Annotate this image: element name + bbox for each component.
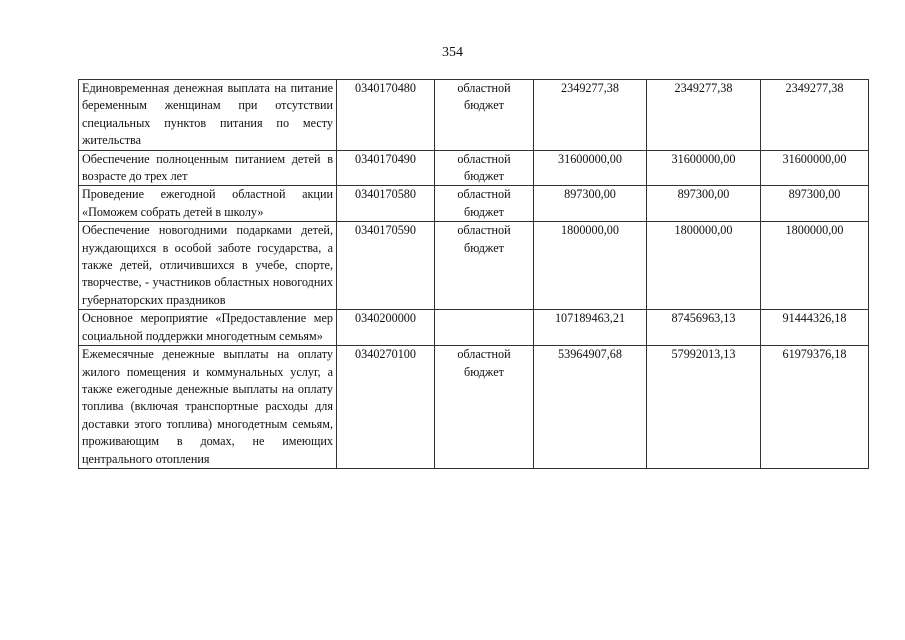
table-row (79, 80, 869, 151)
table-row (79, 150, 869, 186)
row-description: Ежемесячные денежные выплаты на оплату жилого помещения и коммунальных услуг, а также ежегодные денежные выплаты на оплату топлива (включая транспортные расходы для доставки этого топлива) многодетным семьям, проживающим в домах, не имеющих центрального отопления (79, 346, 337, 469)
row-source: областной бюджет (435, 150, 534, 186)
page-number: 354 (442, 45, 463, 60)
row-amount-year1: 1800000,00 (534, 222, 647, 310)
row-source: областной бюджет (435, 80, 534, 151)
row-code: 0340170480 (337, 80, 435, 151)
row-amount-year3: 91444326,18 (761, 310, 869, 346)
row-amount-year3: 897300,00 (761, 186, 869, 222)
row-amount-year2: 31600000,00 (647, 150, 761, 186)
row-amount-year2: 897300,00 (647, 186, 761, 222)
row-amount-year3: 2349277,38 (761, 80, 869, 151)
row-amount-year1: 31600000,00 (534, 150, 647, 186)
row-amount-year3: 31600000,00 (761, 150, 869, 186)
row-code: 0340200000 (337, 310, 435, 346)
row-source (435, 310, 534, 346)
row-description: Единовременная денежная выплата на питание беременным женщинам при отсутствии специальных пунктов питания по месту жительства (79, 80, 337, 151)
row-amount-year1: 2349277,38 (534, 80, 647, 151)
row-description: Основное мероприятие «Предоставление мер социальной поддержки многодетным семьям» (79, 310, 337, 346)
row-amount-year3: 1800000,00 (761, 222, 869, 310)
row-amount-year1: 53964907,68 (534, 346, 647, 469)
row-amount-year3: 61979376,18 (761, 346, 869, 469)
row-code: 0340170590 (337, 222, 435, 310)
table-row (79, 346, 869, 469)
row-source: областной бюджет (435, 186, 534, 222)
table-row (79, 222, 869, 310)
row-amount-year2: 1800000,00 (647, 222, 761, 310)
row-amount-year2: 57992013,13 (647, 346, 761, 469)
row-code: 0340170490 (337, 150, 435, 186)
row-description: Проведение ежегодной областной акции «Поможем собрать детей в школу» (79, 186, 337, 222)
table-row (79, 310, 869, 346)
row-amount-year2: 2349277,38 (647, 80, 761, 151)
row-source: областной бюджет (435, 222, 534, 310)
row-amount-year2: 87456963,13 (647, 310, 761, 346)
row-source: областной бюджет (435, 346, 534, 469)
table-row (79, 186, 869, 222)
row-description: Обеспечение полноценным питанием детей в возрасте до трех лет (79, 150, 337, 186)
row-code: 0340270100 (337, 346, 435, 469)
row-description: Обеспечение новогодними подарками детей, нуждающихся в особой заботе государства, а также детей, отличившихся в учебе, спорте, творчестве, - участников областных новогодних губернаторских праздников (79, 222, 337, 310)
row-amount-year1: 107189463,21 (534, 310, 647, 346)
budget-table (78, 79, 869, 469)
row-amount-year1: 897300,00 (534, 186, 647, 222)
row-code: 0340170580 (337, 186, 435, 222)
